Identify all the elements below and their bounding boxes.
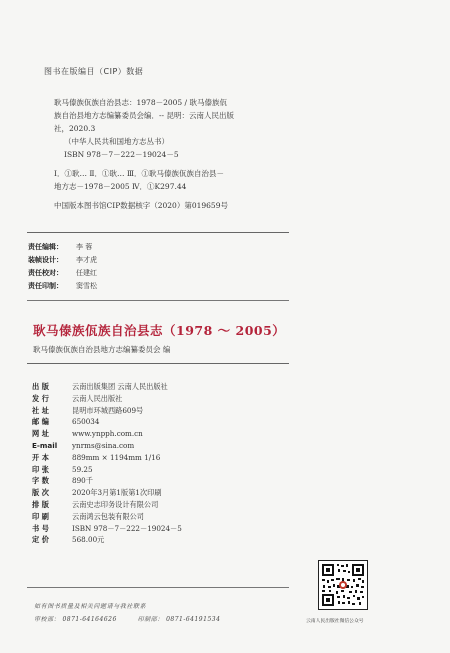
staff-credits <box>28 241 97 293</box>
pub-label: 印 刷 <box>32 511 49 521</box>
pub-row <box>32 475 182 487</box>
pub-row <box>32 452 182 464</box>
pub-value: ISBN 978－7－222－19024－5 <box>72 523 182 533</box>
pub-label: 开 本 <box>32 452 49 462</box>
qr-caption: 云南人民出版社微信公众号 <box>306 619 364 624</box>
pub-row <box>32 428 182 440</box>
book-title: 耿马傣族佤族自治县志（1978 ～ 2005） <box>33 323 286 338</box>
staff-label: 责任校对： <box>28 269 63 277</box>
divider <box>27 300 289 301</box>
pub-label: 印 张 <box>32 464 49 474</box>
pub-value: 2020年3月第1版第1次印刷 <box>72 488 162 498</box>
qr-code-icon <box>318 560 368 610</box>
pub-row <box>32 440 182 452</box>
pub-value: 云南人民出版社 <box>72 393 123 403</box>
staff-label: 责任印制： <box>28 282 63 290</box>
pub-row <box>32 523 182 535</box>
staff-label: 责任编辑： <box>28 243 63 251</box>
email-link[interactable]: ynrms@sina.com <box>72 440 135 450</box>
quality-notice: 如有图书质量及相关问题请与我社联系 <box>34 603 147 610</box>
pub-value: 890千 <box>72 476 93 486</box>
staff-row <box>28 267 97 280</box>
pub-row <box>32 464 182 476</box>
pub-label: 书 号 <box>32 523 49 533</box>
cip-record <box>54 96 284 212</box>
pub-label: 版 次 <box>32 488 49 498</box>
cip-classification: 地方志－1978－2005 Ⅳ．①K297.44 <box>54 182 187 191</box>
pub-value: 889mm × 1194mm 1/16 <box>72 452 161 462</box>
pub-row <box>32 416 182 428</box>
price-value: 568.00元 <box>72 535 105 545</box>
pub-row <box>32 393 182 405</box>
cip-line: 族自治县地方志编纂委员会编．-- 昆明：云南人民出版 <box>54 111 234 120</box>
pub-value: 云南出版集团 云南人民出版社 <box>72 382 168 391</box>
pub-row <box>32 511 182 523</box>
cip-isbn: ISBN 978－7－222－19024－5 <box>64 150 179 159</box>
staff-label: 装帧设计： <box>28 256 63 264</box>
cip-line: 耿马傣族佤族自治县志：1978－2005 / 耿马傣族佤 <box>54 98 227 107</box>
pub-value: 云南鸿云包装有限公司 <box>72 511 144 521</box>
print-dept-label: 印制部： <box>137 616 164 623</box>
pub-row <box>32 534 182 546</box>
review-dept-label: 审校部： <box>34 616 61 623</box>
pub-label: 排 版 <box>32 499 49 509</box>
contact-phones <box>34 614 220 623</box>
cip-heading: 图书在版编目（CIP）数据 <box>44 67 144 76</box>
pub-value: 59.25 <box>72 464 93 474</box>
divider <box>27 587 289 588</box>
pub-value: 云南史志印务设计有限公司 <box>72 499 159 509</box>
divider <box>27 232 289 233</box>
website-link[interactable]: www.ynpph.com.cn <box>72 429 143 439</box>
pub-value: 650034 <box>72 417 100 427</box>
book-author: 耿马傣族佤族自治县地方志编纂委员会 编 <box>33 345 171 354</box>
staff-value: 李 蓉 <box>76 243 93 251</box>
pub-label: 网 址 <box>32 429 49 439</box>
staff-row <box>28 254 97 267</box>
pub-label: 邮 编 <box>32 417 49 427</box>
pub-label: 定 价 <box>32 535 49 545</box>
pub-row <box>32 499 182 511</box>
pub-label: 发 行 <box>32 393 49 403</box>
pub-label: E-mail <box>32 440 58 450</box>
staff-row <box>28 280 97 293</box>
review-dept-phone: 0871-64164626 <box>62 616 117 623</box>
divider <box>27 363 289 364</box>
cip-classification: Ⅰ．①耿… Ⅱ．①耿… Ⅲ．①耿马傣族佤族自治县－ <box>54 169 225 178</box>
staff-row <box>28 241 97 254</box>
cip-line: 社，2020.3 <box>54 124 96 133</box>
staff-value: 任建红 <box>76 269 97 277</box>
cip-record-number: 中国版本图书馆CIP数据核字（2020）第019659号 <box>54 201 228 210</box>
cip-series: （中华人民共和国地方志丛书） <box>64 137 169 146</box>
pub-row <box>32 405 182 417</box>
staff-value: 窦雪松 <box>76 282 97 290</box>
pub-row <box>32 487 182 499</box>
print-dept-phone: 0871-64191534 <box>166 616 221 623</box>
pub-value: 昆明市环城西路609号 <box>72 405 144 415</box>
pub-row <box>32 381 182 393</box>
pub-label: 社 址 <box>32 405 49 415</box>
pub-label: 出 版 <box>32 382 49 391</box>
staff-value: 李才虎 <box>76 256 97 264</box>
publication-info <box>32 381 182 546</box>
pub-label: 字 数 <box>32 476 49 486</box>
